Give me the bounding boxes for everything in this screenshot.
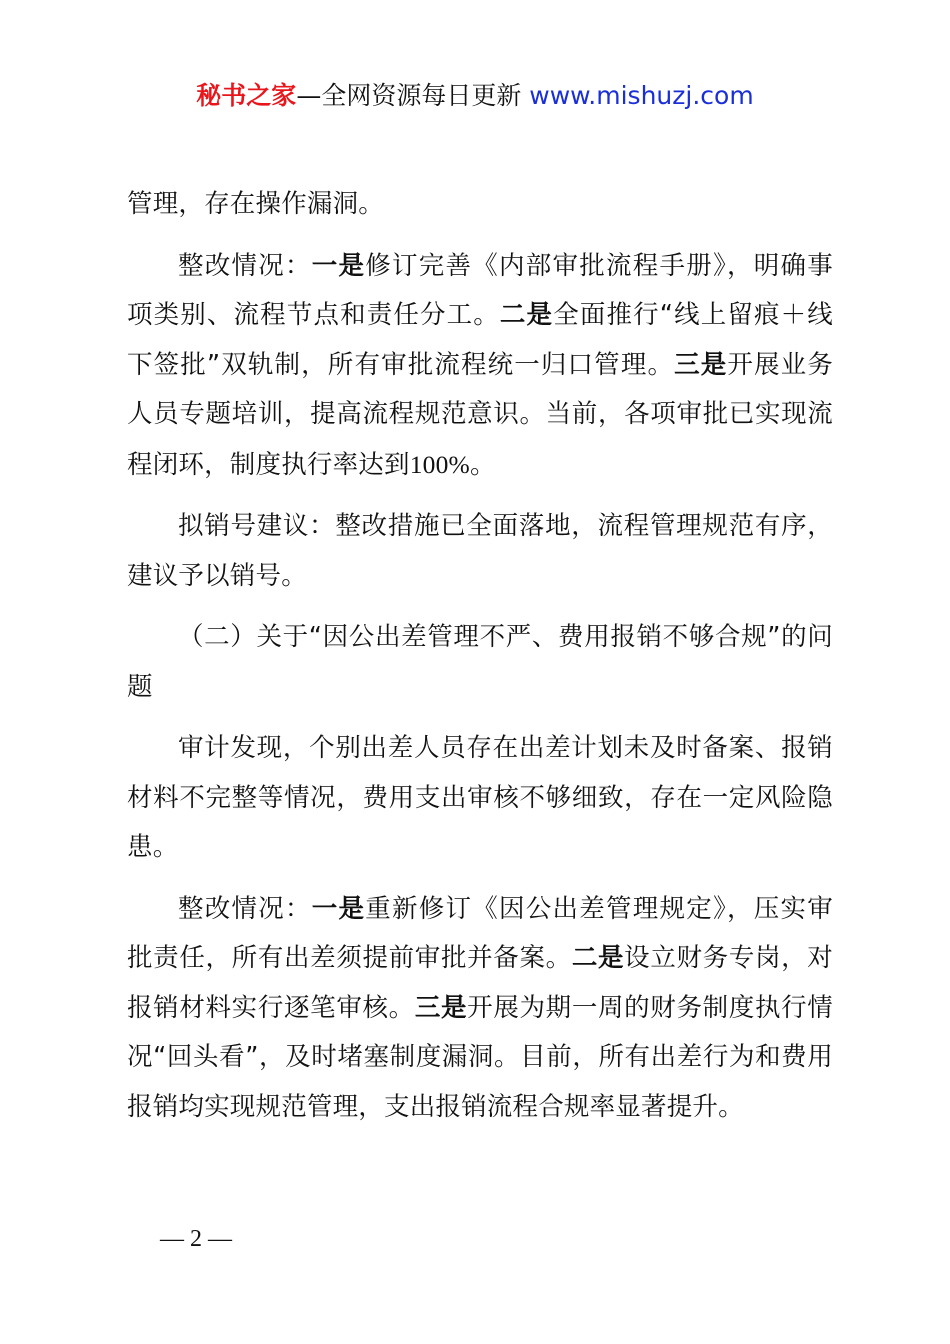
rectification-lead: 整改情况： <box>178 250 312 281</box>
point-3-label: 三是 <box>414 992 468 1023</box>
paragraph-audit-finding: 审计发现，个别出差人员存在出差计划未及时备案、报销材料不完整等情况，费用支出审核不够细致，存在一定风险隐患。 <box>127 733 833 862</box>
point-2-text: 设立财务专岗，对报销材料实行逐笔审核。 <box>127 943 834 1023</box>
paragraph-closure-suggestion: 拟销号建议：整改措施已全面落地，流程管理规范有序，建议予以销号。 <box>127 511 833 591</box>
paragraph-rectification-2 <box>127 885 833 1133</box>
point-3-text: 开展为期一周的财务制度执行情况“回头看”，及时堵塞制度漏洞。目前，所有出差行为和费用报销均实现规范管理，支出报销流程合规率显著提升。 <box>127 992 833 1122</box>
section-heading-2: （二）关于“因公出差管理不严、费用报销不够合规”的问题 <box>127 622 833 702</box>
point-3-label: 三是 <box>674 349 728 380</box>
document-body <box>127 180 833 1144</box>
point-2-label: 二是 <box>499 300 554 330</box>
paragraph-rectification-1 <box>127 242 833 491</box>
rectification-lead: 整改情况： <box>178 893 312 924</box>
point-1-label: 一是 <box>311 250 366 281</box>
execution-rate: 100% <box>409 449 470 479</box>
paragraph-end: 。 <box>470 449 496 480</box>
paragraph-1: 管理，存在操作漏洞。 <box>127 189 385 219</box>
site-header <box>0 78 950 114</box>
point-1-label: 一是 <box>311 893 366 924</box>
site-url[interactable]: www.mishuzj.com <box>529 81 754 110</box>
point-3-text: 开展业务人员专题培训，提高流程规范意识。当前，各项审批已实现流程闭环，制度执行率达到 <box>127 349 833 480</box>
page-number: — 2 — <box>160 1226 232 1252</box>
point-1-text: 修订完善《内部审批流程手册》，明确事项类别、流程节点和责任分工。 <box>127 250 833 330</box>
site-brand: 秘书之家 <box>196 81 297 110</box>
point-2-label: 二是 <box>571 943 625 973</box>
point-1-text: 重新修订《因公出差管理规定》，压实审批责任，所有出差须提前审批并备案。 <box>127 893 833 973</box>
site-slogan: —全网资源每日更新 <box>296 81 530 110</box>
point-2-text: 全面推行“线上留痕＋线下签批”双轨制，所有审批流程统一归口管理。 <box>127 300 833 380</box>
